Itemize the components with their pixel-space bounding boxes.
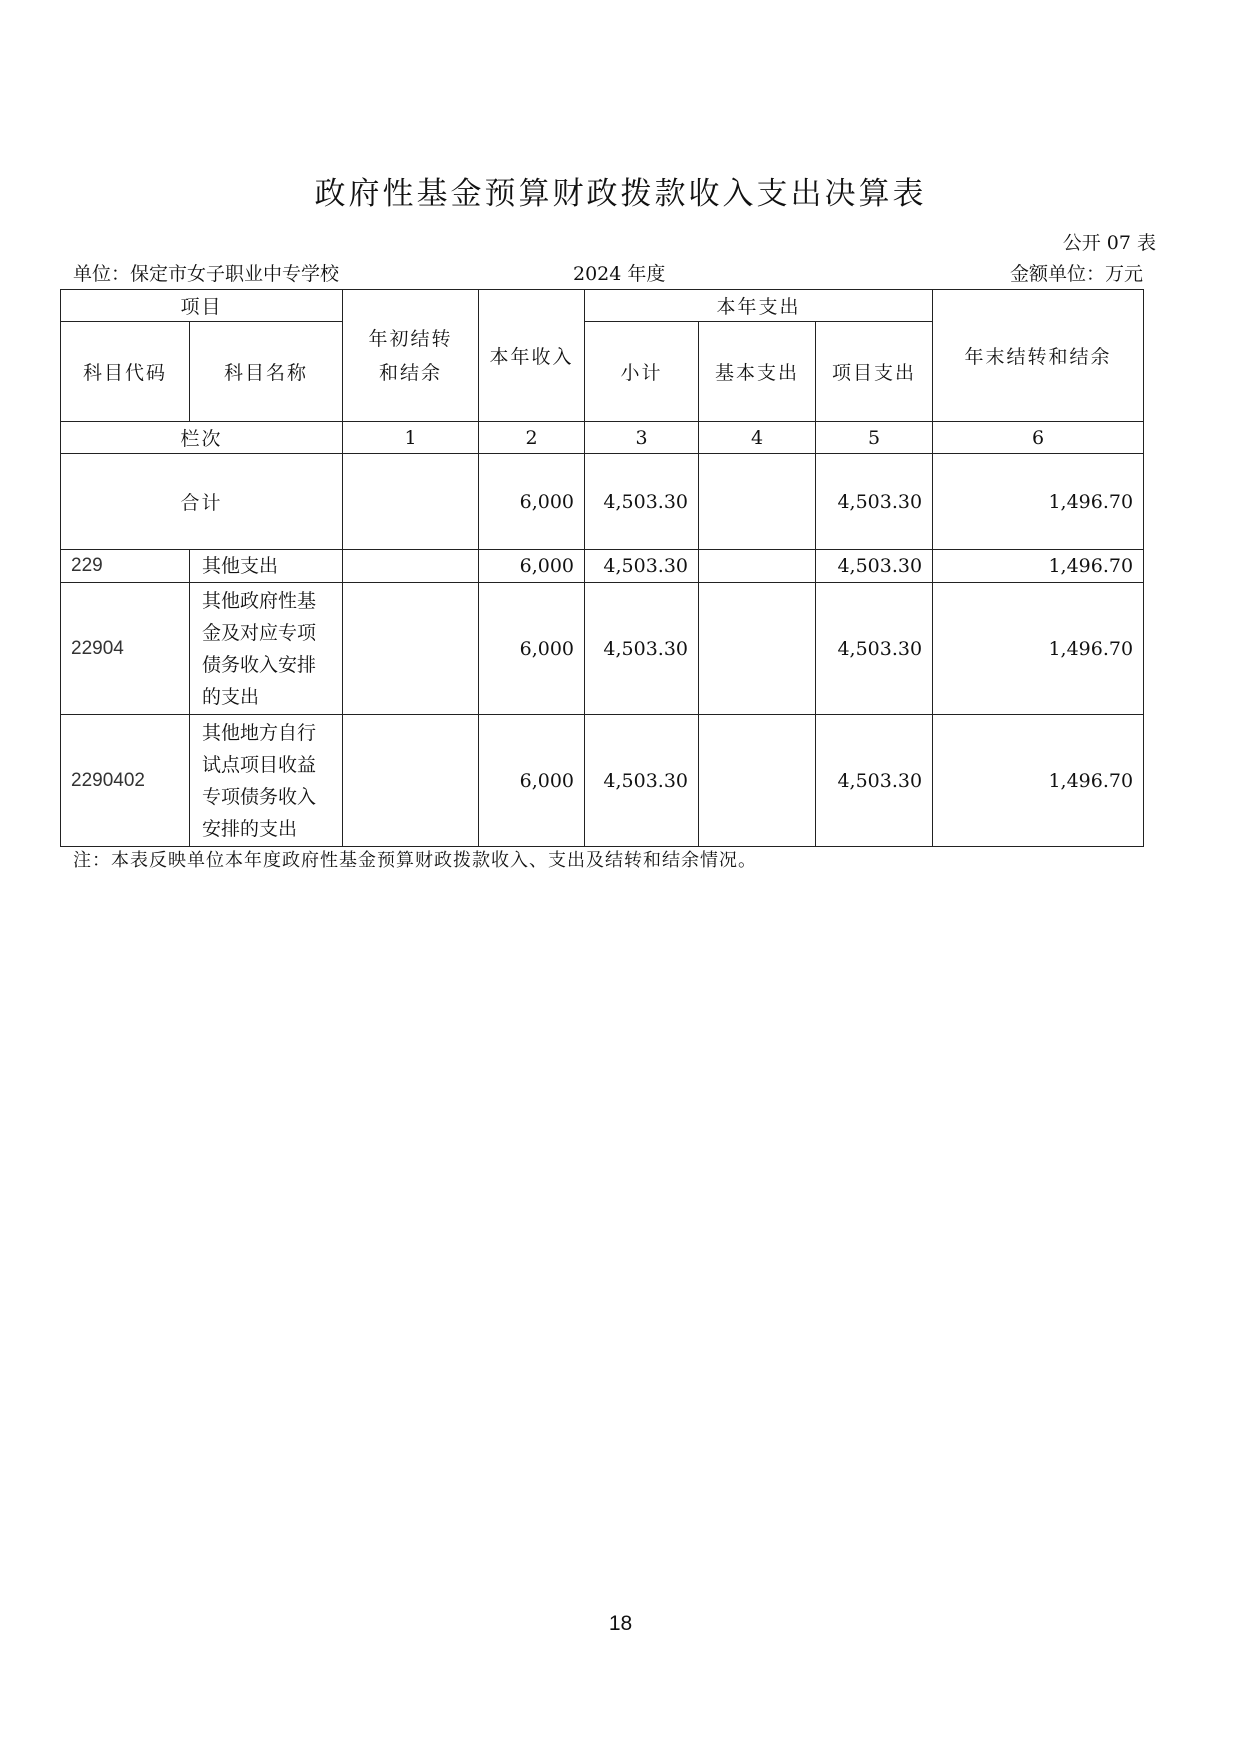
form-number: 公开 07 表 (1062, 232, 1156, 254)
table-note: 注：本表反映单位本年度政府性基金预算财政拨款收入、支出及结转和结余情况。 (73, 850, 757, 871)
reporting-unit: 单位：保定市女子职业中专学校 (73, 263, 340, 285)
total-row (61, 454, 1144, 550)
table-meta (73, 259, 1143, 285)
total-project: 4,503.30 (816, 454, 933, 550)
fiscal-year: 2024 年度 (573, 263, 666, 285)
project-value: 4,503.30 (816, 583, 933, 715)
table-row (61, 715, 1144, 847)
subject-name-line: 试点项目收益 (202, 753, 317, 776)
subject-name (190, 583, 343, 715)
header-basic: 基本支出 (699, 322, 816, 422)
basic-value (699, 550, 816, 583)
column-number-label: 栏次 (61, 422, 343, 454)
opening-value (343, 583, 479, 715)
header-opening-balance (343, 290, 479, 422)
header-subtotal: 小计 (585, 322, 699, 422)
basic-value (699, 715, 816, 847)
column-number-3: 3 (585, 422, 699, 454)
total-basic (699, 454, 816, 550)
closing-value: 1,496.70 (933, 715, 1144, 847)
subtotal-value: 4,503.30 (585, 583, 699, 715)
header-income: 本年收入 (479, 290, 585, 422)
header-item: 项目 (61, 290, 343, 322)
column-number-4: 4 (699, 422, 816, 454)
subtotal-value: 4,503.30 (585, 550, 699, 583)
amount-unit: 金额单位：万元 (1009, 263, 1143, 285)
table-row (61, 583, 1144, 715)
header-opening-balance-text: 年初结转和结余 (368, 327, 453, 384)
subject-name-line: 其他政府性基 (202, 589, 317, 612)
subject-code: 229 (61, 550, 190, 583)
subject-name-line: 的支出 (202, 685, 260, 708)
budget-table (60, 289, 1144, 847)
header-subject-code: 科目代码 (61, 322, 190, 422)
subject-name-line: 其他地方自行 (202, 721, 317, 744)
table-row (61, 550, 1144, 583)
subject-name-line: 债务收入安排 (202, 653, 317, 676)
total-income: 6,000 (479, 454, 585, 550)
subject-name (190, 550, 343, 583)
subject-name-line: 金及对应专项 (202, 621, 317, 644)
basic-value (699, 583, 816, 715)
income-value: 6,000 (479, 715, 585, 847)
income-value: 6,000 (479, 583, 585, 715)
column-number-2: 2 (479, 422, 585, 454)
subject-name (190, 715, 343, 847)
column-number-1: 1 (343, 422, 479, 454)
page-number: 18 (608, 1612, 633, 1635)
column-number-6: 6 (933, 422, 1144, 454)
project-value: 4,503.30 (816, 550, 933, 583)
subtotal-value: 4,503.30 (585, 715, 699, 847)
page-title: 政府性基金预算财政拨款收入支出决算表 (314, 176, 927, 212)
project-value: 4,503.30 (816, 715, 933, 847)
subject-code: 22904 (61, 583, 190, 715)
subject-name-line: 安排的支出 (202, 817, 298, 840)
subject-name-line: 其他支出 (202, 555, 279, 577)
subject-name-line: 专项债务收入 (202, 785, 317, 808)
total-subtotal: 4,503.30 (585, 454, 699, 550)
closing-value: 1,496.70 (933, 583, 1144, 715)
opening-value (343, 715, 479, 847)
total-label: 合计 (61, 454, 343, 550)
total-opening (343, 454, 479, 550)
total-closing: 1,496.70 (933, 454, 1144, 550)
header-closing-balance: 年末结转和结余 (933, 290, 1144, 422)
header-expenditure: 本年支出 (585, 290, 933, 322)
subject-code: 2290402 (61, 715, 190, 847)
header-subject-name: 科目名称 (190, 322, 343, 422)
opening-value (343, 550, 479, 583)
column-number-5: 5 (816, 422, 933, 454)
income-value: 6,000 (479, 550, 585, 583)
closing-value: 1,496.70 (933, 550, 1144, 583)
header-project: 项目支出 (816, 322, 933, 422)
